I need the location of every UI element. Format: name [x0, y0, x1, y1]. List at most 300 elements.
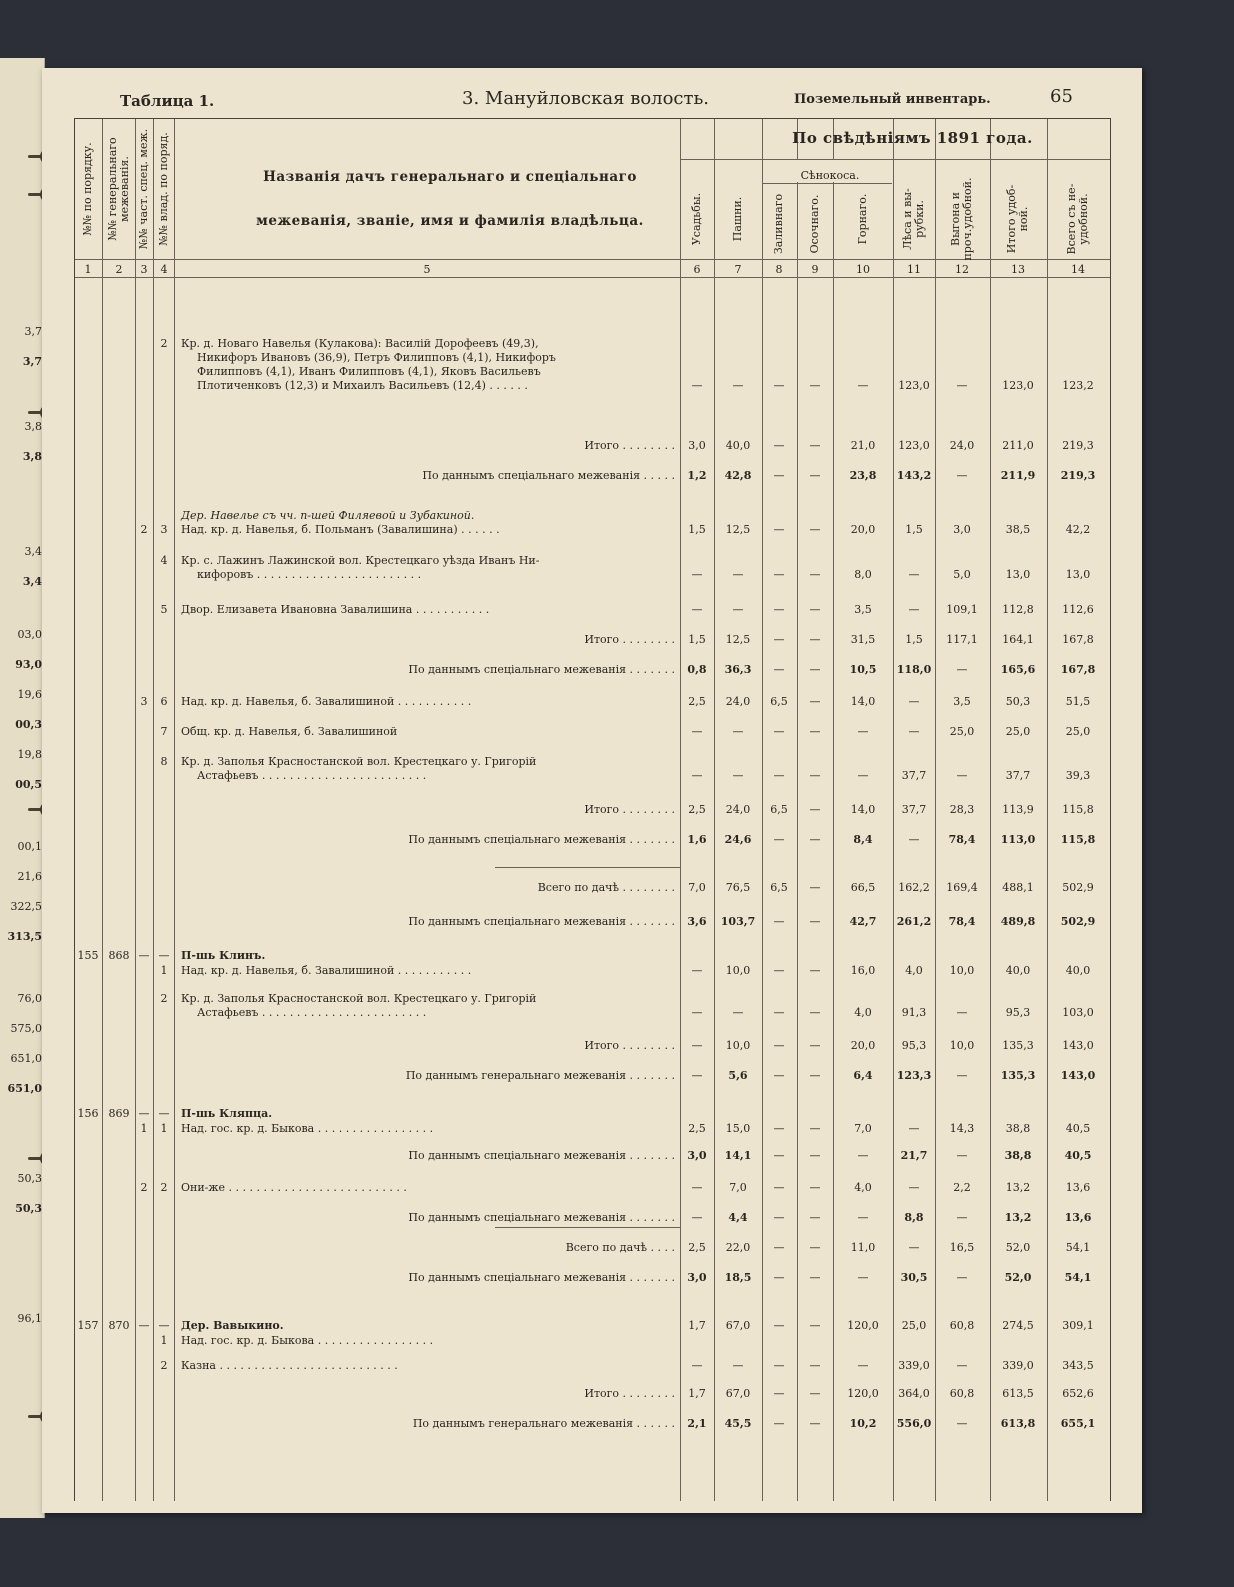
left-page-value: 50,3 [15, 1202, 42, 1215]
cell-value: 2,1 [687, 1417, 707, 1430]
cell-value: 8,8 [904, 1211, 924, 1224]
cell-value: 7,0 [688, 881, 706, 894]
cell-value: — [691, 379, 703, 392]
column-number: 13 [1011, 263, 1025, 276]
owner-line: Филипповъ (4,1), Иванъ Филипповъ (4,1), Яковъ Васильевъ [197, 365, 541, 378]
left-page-value: 651,0 [10, 1052, 42, 1065]
cell-value: — [809, 1149, 821, 1162]
col-header-9: Осочнаго. [808, 194, 821, 254]
owner-line: Над. кр. д. Навелья, б. Завалишиной . . . . . . . . . . . [181, 964, 472, 977]
cell-value: — [809, 523, 821, 536]
cell-value: 12,5 [725, 633, 751, 646]
cell-value: — [908, 603, 920, 616]
cell-value: 488,1 [1002, 881, 1034, 894]
cell-value: — [857, 1271, 869, 1284]
left-page-value: 3,7 [22, 355, 42, 368]
cell-value: — [773, 1149, 785, 1162]
row-index: — [138, 1319, 150, 1332]
summary-label: По даннымъ спеціальнаго межеванія . . . . . . . [408, 1149, 675, 1162]
cell-value: — [809, 1417, 821, 1430]
estate-name: Дер. Навелье съ чч. п-шей Филяевой и Зубакиной. [181, 509, 475, 522]
cell-value: — [809, 1359, 821, 1372]
cell-value: — [956, 1149, 968, 1162]
col-header-3: №№ част. спец. меж. [137, 128, 150, 250]
summary-label: По даннымъ спеціальнаго межеванія . . . . . . . [408, 915, 675, 928]
cell-value: — [857, 1211, 869, 1224]
left-page-value: 93,0 [15, 658, 42, 671]
estate-name: П-шь Клинъ. [181, 949, 266, 962]
cell-value: 115,8 [1060, 833, 1096, 846]
cell-value: — [809, 1241, 821, 1254]
cell-value: 36,3 [724, 663, 752, 676]
cell-value: — [956, 1417, 968, 1430]
left-page-value: 313,5 [7, 930, 42, 943]
cell-value: — [732, 1359, 744, 1372]
cell-value: 143,2 [896, 469, 932, 482]
cell-value: 50,3 [1005, 695, 1031, 708]
cell-value: 60,8 [949, 1387, 975, 1400]
cell-value: 219,3 [1062, 439, 1094, 452]
cell-value: — [773, 663, 785, 676]
left-page-value: 50,3 [17, 1172, 42, 1185]
cell-value: 78,4 [948, 833, 976, 846]
cell-value: 60,8 [949, 1319, 975, 1332]
cell-value: 67,0 [725, 1387, 751, 1400]
cell-value: 143,0 [1062, 1039, 1094, 1052]
left-page-value: 96,1 [17, 1312, 42, 1325]
row-index: 2 [140, 1181, 148, 1194]
cell-value: 3,6 [687, 915, 707, 928]
summary-label: Итого . . . . . . . . [584, 1039, 675, 1052]
cell-value: 40,0 [1005, 964, 1031, 977]
cell-value: 165,6 [1000, 663, 1036, 676]
cell-value: — [773, 1006, 785, 1019]
col-header-7: Пашни. [731, 196, 744, 242]
cell-value: 42,2 [1065, 523, 1091, 536]
cell-value: — [691, 964, 703, 977]
row-index: 870 [108, 1319, 130, 1332]
cell-value: — [809, 803, 821, 816]
row-index: 1 [160, 964, 168, 977]
owner-line: Кр. д. Заполья Красностанской вол. Крестецкаго у. Григорій [181, 992, 537, 1005]
cell-value: 54,1 [1064, 1271, 1092, 1284]
cell-value: — [809, 1069, 821, 1082]
owner-line: Астафьевъ . . . . . . . . . . . . . . . . . . . . . . . . [197, 1006, 427, 1019]
cell-value: 115,8 [1062, 803, 1094, 816]
cell-value: 123,3 [896, 1069, 932, 1082]
cell-value: 113,0 [1000, 833, 1036, 846]
row-index: 8 [160, 755, 168, 768]
cell-value: — [908, 1181, 920, 1194]
row-index: 6 [160, 695, 168, 708]
cell-value: — [691, 1359, 703, 1372]
document-page [42, 68, 1142, 1513]
cell-value: 52,0 [1004, 1271, 1032, 1284]
summary-label: По даннымъ спеціальнаго межеванія . . . . . . . [408, 833, 675, 846]
row-index: 3 [160, 523, 168, 536]
cell-value: 39,3 [1065, 769, 1091, 782]
cell-value: 10,0 [725, 964, 751, 977]
cell-value: 52,0 [1005, 1241, 1031, 1254]
cell-value: — [773, 439, 785, 452]
col-header-5: Названія дачъ генеральнаго и спеціальнаго межеванія, званіе, имя и фамилія владѣльца. [256, 169, 644, 229]
summary-label: Всего по дачѣ . . . . . . . . [537, 881, 675, 894]
cell-value: 76,5 [725, 881, 751, 894]
cell-value: — [908, 1241, 920, 1254]
cell-value: — [809, 881, 821, 894]
cell-value: 0,8 [687, 663, 707, 676]
cell-value: 6,4 [853, 1069, 873, 1082]
left-page-value: 76,0 [17, 992, 42, 1005]
estate-name: Дер. Вавыкино. [181, 1319, 284, 1332]
cell-value: 8,0 [854, 568, 872, 581]
cell-value: — [773, 1387, 785, 1400]
cell-value: 28,3 [949, 803, 975, 816]
column-number: 2 [115, 263, 123, 276]
row-index: 155 [77, 949, 99, 962]
row-index: — [138, 949, 150, 962]
cell-value: 123,0 [898, 439, 930, 452]
left-page-value: 3,7 [24, 325, 42, 338]
cell-value: 502,9 [1060, 915, 1096, 928]
cell-value: 24,0 [949, 439, 975, 452]
cell-value: — [908, 568, 920, 581]
cell-value: — [857, 725, 869, 738]
summary-label: Итого . . . . . . . . [584, 1387, 675, 1400]
inventory-table [74, 118, 1111, 1501]
cell-value: 78,4 [948, 915, 976, 928]
cell-value: 1,5 [688, 633, 706, 646]
cell-value: — [908, 833, 920, 846]
owner-line: Астафьевъ . . . . . . . . . . . . . . . . . . . . . . . . [197, 769, 427, 782]
cell-value: 40,0 [1065, 964, 1091, 977]
cell-value: 1,5 [688, 523, 706, 536]
cell-value: — [956, 1211, 968, 1224]
cell-value: — [956, 1069, 968, 1082]
row-index: 3 [140, 695, 148, 708]
left-page-value: 00,5 [15, 778, 42, 791]
cell-value: 261,2 [896, 915, 932, 928]
cell-value: 613,8 [1000, 1417, 1036, 1430]
owner-line: Над. кр. д. Навелья, б. Завалишиной . . . . . . . . . . . [181, 695, 472, 708]
cell-value: 18,5 [724, 1271, 752, 1284]
cell-value: 309,1 [1062, 1319, 1094, 1332]
cell-value: — [956, 469, 968, 482]
cell-value: 38,8 [1004, 1149, 1032, 1162]
cell-value: — [773, 469, 785, 482]
row-index: 157 [77, 1319, 99, 1332]
left-page-value: 651,0 [7, 1082, 42, 1095]
row-index: 2 [160, 337, 168, 350]
cell-value: 13,2 [1005, 1181, 1031, 1194]
left-page-value: 03,0 [17, 628, 42, 641]
summary-label: Итого . . . . . . . . [584, 633, 675, 646]
cell-value: — [809, 1006, 821, 1019]
cell-value: 38,8 [1005, 1122, 1031, 1135]
cell-value: 2,5 [688, 695, 706, 708]
cell-value: — [691, 603, 703, 616]
cell-value: 211,0 [1002, 439, 1034, 452]
owner-line: Кр. д. Заполья Красностанской вол. Крестецкаго у. Григорій [181, 755, 537, 768]
cell-value: 40,5 [1065, 1122, 1091, 1135]
cell-value: 13,6 [1064, 1211, 1092, 1224]
left-page-edge [0, 58, 45, 1518]
cell-value: — [691, 1069, 703, 1082]
cell-value: 3,5 [953, 695, 971, 708]
cell-value: 2,5 [688, 1122, 706, 1135]
cell-value: 24,0 [725, 695, 751, 708]
cell-value: 169,4 [946, 881, 978, 894]
cell-value: 24,6 [724, 833, 752, 846]
cell-value: 5,6 [728, 1069, 748, 1082]
summary-label: По даннымъ генеральнаго межеванія . . . . . . [412, 1417, 675, 1430]
cell-value: 6,5 [770, 695, 788, 708]
row-index: 2 [160, 992, 168, 1005]
cell-value: 16,0 [850, 964, 876, 977]
cell-value: — [809, 1039, 821, 1052]
period-header: По свѣдѣніямъ 1891 года. [792, 129, 1033, 147]
table-label: Таблица 1. [120, 92, 215, 110]
cell-value: 162,2 [898, 881, 930, 894]
cell-value: — [773, 833, 785, 846]
cell-value: — [857, 379, 869, 392]
cell-value: 40,5 [1064, 1149, 1092, 1162]
summary-label: По даннымъ спеціальнаго межеванія . . . . . . . [408, 663, 675, 676]
cell-value: — [809, 1319, 821, 1332]
col-header-6: Усадьбы. [690, 192, 703, 246]
cell-value: 1,5 [905, 633, 923, 646]
cell-value: — [809, 603, 821, 616]
row-index: 1 [140, 1122, 148, 1135]
row-index: — [158, 1319, 170, 1332]
col-header-11: Лѣса и вы-рубки. [901, 188, 926, 250]
cell-value: — [908, 1122, 920, 1135]
cell-value: 1,7 [688, 1319, 706, 1332]
cell-value: 339,0 [898, 1359, 930, 1372]
summary-label: По даннымъ спеціальнаго межеванія . . . . . [422, 469, 675, 482]
cell-value: 13,0 [1005, 568, 1031, 581]
cell-value: — [956, 1359, 968, 1372]
left-page-value: 00,3 [15, 718, 42, 731]
cell-value: 25,0 [1005, 725, 1031, 738]
cell-value: — [773, 1039, 785, 1052]
cell-value: 143,0 [1060, 1069, 1096, 1082]
owner-line: Никифоръ Ивановъ (36,9), Петръ Филипповъ (4,1), Никифоръ [197, 351, 556, 364]
row-index: 869 [108, 1107, 130, 1120]
left-page-value: 3,4 [22, 575, 42, 588]
cell-value: 7,0 [729, 1181, 747, 1194]
row-index: 868 [108, 949, 130, 962]
cell-value: 117,1 [946, 633, 978, 646]
cell-value: 95,3 [901, 1039, 927, 1052]
cell-value: — [773, 915, 785, 928]
cell-value: — [773, 1122, 785, 1135]
cell-value: 112,6 [1062, 603, 1094, 616]
row-index: 2 [160, 1359, 168, 1372]
row-index: 1 [160, 1122, 168, 1135]
cell-value: 167,8 [1062, 633, 1094, 646]
cell-value: — [691, 725, 703, 738]
cell-value: 24,0 [725, 803, 751, 816]
cell-value: 103,7 [720, 915, 756, 928]
summary-label: Итого . . . . . . . . [584, 803, 675, 816]
column-number: 5 [423, 263, 431, 276]
cell-value: — [773, 1417, 785, 1430]
cell-value: 211,9 [1000, 469, 1036, 482]
cell-value: — [809, 379, 821, 392]
row-index: 1 [160, 1334, 168, 1347]
cell-value: 4,0 [905, 964, 923, 977]
cell-value: 10,0 [949, 964, 975, 977]
cell-value: 20,0 [850, 1039, 876, 1052]
cell-value: 652,6 [1062, 1387, 1094, 1400]
cell-value: — [732, 379, 744, 392]
row-index: 5 [160, 603, 168, 616]
cell-value: — [773, 1359, 785, 1372]
cell-value: — [809, 469, 821, 482]
cell-value: — [773, 1319, 785, 1332]
cell-value: — [773, 633, 785, 646]
inventory-title: Поземельный инвентарь. [794, 92, 991, 107]
cell-value: 14,1 [724, 1149, 752, 1162]
cell-value: 364,0 [898, 1387, 930, 1400]
cell-value: 42,7 [849, 915, 877, 928]
left-page-value: 3,8 [24, 420, 42, 433]
cell-value: — [809, 633, 821, 646]
cell-value: 112,8 [1002, 603, 1034, 616]
owner-line: Кр. с. Лажинъ Лажинской вол. Крестецкаго уѣзда Иванъ Ни- [181, 554, 540, 567]
cell-value: — [691, 1211, 703, 1224]
cell-value: 123,2 [1062, 379, 1094, 392]
column-number: 8 [775, 263, 783, 276]
col-header-4: №№ влад. по поряд. [157, 132, 170, 246]
cell-value: 135,3 [1002, 1039, 1034, 1052]
row-index: 4 [160, 554, 168, 567]
cell-value: 51,5 [1065, 695, 1091, 708]
cell-value: 45,5 [724, 1417, 752, 1430]
cell-value: — [857, 1149, 869, 1162]
summary-label: По даннымъ спеціальнаго межеванія . . . . . . . [408, 1211, 675, 1224]
row-index: 2 [140, 523, 148, 536]
senokosa-header: Сѣнокоса. [800, 169, 860, 182]
column-number: 6 [693, 263, 701, 276]
summary-label: По даннымъ спеціальнаго межеванія . . . . . . . [408, 1271, 675, 1284]
left-page-value: 3,4 [24, 545, 42, 558]
cell-value: 21,0 [850, 439, 876, 452]
row-index: 7 [160, 725, 168, 738]
cell-value: — [809, 1271, 821, 1284]
owner-line: Над. гос. кр. д. Быкова . . . . . . . . . . . . . . . . . [181, 1122, 434, 1135]
cell-value: 42,8 [724, 469, 752, 482]
left-page-value: 3,8 [22, 450, 42, 463]
cell-value: 120,0 [847, 1319, 879, 1332]
cell-value: — [809, 1181, 821, 1194]
cell-value: — [809, 964, 821, 977]
cell-value: 16,5 [949, 1241, 975, 1254]
column-number: 10 [856, 263, 870, 276]
column-number: 12 [955, 263, 969, 276]
cell-value: 37,7 [1005, 769, 1031, 782]
cell-value: 91,3 [901, 1006, 927, 1019]
cell-value: 120,0 [847, 1387, 879, 1400]
cell-value: 37,7 [901, 769, 927, 782]
summary-label: Всего по дачѣ . . . . [565, 1241, 675, 1254]
left-page-value: 322,5 [10, 900, 42, 913]
column-number: 3 [140, 263, 148, 276]
cell-value: — [691, 568, 703, 581]
owner-line: кифоровъ . . . . . . . . . . . . . . . . . . . . . . . . [197, 568, 422, 581]
owner-line: Двор. Елизавета Ивановна Завалишина . . . . . . . . . . . [181, 603, 490, 616]
cell-value: 14,0 [850, 695, 876, 708]
left-page-value: 19,6 [17, 688, 42, 701]
owner-line: Кр. д. Новаго Навелья (Кулакова): Василій Дорофеевъ (49,3), [181, 337, 539, 350]
cell-value: 1,7 [688, 1387, 706, 1400]
cell-value: 23,8 [849, 469, 877, 482]
summary-label: Итого . . . . . . . . [584, 439, 675, 452]
cell-value: 103,0 [1062, 1006, 1094, 1019]
cell-value: — [809, 1387, 821, 1400]
cell-value: — [956, 379, 968, 392]
cell-value: 4,0 [854, 1181, 872, 1194]
cell-value: 14,3 [949, 1122, 975, 1135]
cell-value: 1,2 [687, 469, 707, 482]
cell-value: 1,5 [905, 523, 923, 536]
cell-value: 123,0 [1002, 379, 1034, 392]
cell-value: 21,7 [900, 1149, 928, 1162]
cell-value: 3,5 [854, 603, 872, 616]
cell-value: — [732, 1006, 744, 1019]
cell-value: — [773, 725, 785, 738]
cell-value: 37,7 [901, 803, 927, 816]
volost-title: 3. Мануйловская волость. [462, 88, 709, 109]
cell-value: 109,1 [946, 603, 978, 616]
cell-value: 13,2 [1004, 1211, 1032, 1224]
cell-value: 10,0 [725, 1039, 751, 1052]
cell-value: — [773, 1271, 785, 1284]
cell-value: — [809, 1122, 821, 1135]
column-number: 11 [907, 263, 921, 276]
owner-line: Общ. кр. д. Навелья, б. Завалишиной [181, 725, 398, 738]
cell-value: 2,2 [953, 1181, 971, 1194]
owner-line: Над. гос. кр. д. Быкова . . . . . . . . . . . . . . . . . [181, 1334, 434, 1347]
cell-value: — [809, 439, 821, 452]
cell-value: — [809, 568, 821, 581]
cell-value: 66,5 [850, 881, 876, 894]
col-header-12: Выгона и проч.удобной. [949, 177, 974, 261]
cell-value: 123,0 [898, 379, 930, 392]
cell-value: 339,0 [1002, 1359, 1034, 1372]
page-number: 65 [1050, 86, 1073, 107]
cell-value: 25,0 [949, 725, 975, 738]
col-header-8: Заливнаго [772, 193, 785, 255]
cell-value: 13,0 [1065, 568, 1091, 581]
cell-value: 10,5 [849, 663, 877, 676]
col-header-2: №№ генеральнаго межеванія. [106, 137, 131, 241]
cell-value: 10,2 [849, 1417, 877, 1430]
cell-value: — [809, 695, 821, 708]
cell-value: — [956, 1271, 968, 1284]
cell-value: — [773, 1241, 785, 1254]
cell-value: — [773, 568, 785, 581]
cell-value: 31,5 [850, 633, 876, 646]
cell-value: 30,5 [900, 1271, 928, 1284]
cell-value: 22,0 [725, 1241, 751, 1254]
cell-value: 54,1 [1065, 1241, 1091, 1254]
cell-value: 3,0 [687, 1149, 707, 1162]
cell-value: 556,0 [896, 1417, 932, 1430]
cell-value: 3,0 [953, 523, 971, 536]
cell-value: 219,3 [1060, 469, 1096, 482]
